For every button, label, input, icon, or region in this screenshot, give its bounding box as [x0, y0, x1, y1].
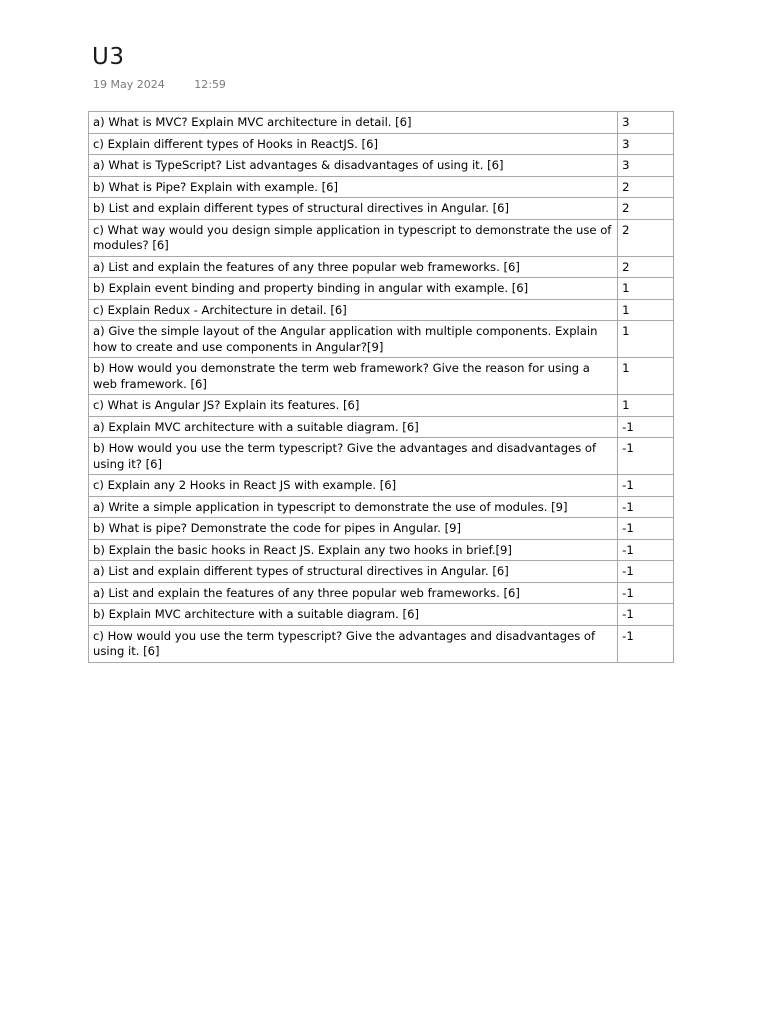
count-cell[interactable]: -1	[618, 475, 674, 497]
table-row	[89, 582, 674, 604]
count-cell[interactable]: 3	[618, 155, 674, 177]
table-row	[89, 561, 674, 583]
table-row	[89, 358, 674, 395]
page-date: 19 May 2024	[93, 78, 165, 91]
count-cell[interactable]: 2	[618, 219, 674, 256]
question-cell[interactable]: b) Explain MVC architecture with a suitable diagram. [6]	[89, 604, 618, 626]
question-cell[interactable]: a) What is TypeScript? List advantages & disadvantages of using it. [6]	[89, 155, 618, 177]
question-cell[interactable]: c) What is Angular JS? Explain its features. [6]	[89, 395, 618, 417]
table-row	[89, 321, 674, 358]
count-cell[interactable]: -1	[618, 625, 674, 662]
question-cell[interactable]: b) How would you demonstrate the term web framework? Give the reason for using a web framework. [6]	[89, 358, 618, 395]
count-cell[interactable]: 2	[618, 176, 674, 198]
table-row	[89, 219, 674, 256]
count-cell[interactable]: 1	[618, 358, 674, 395]
table-row	[89, 176, 674, 198]
question-cell[interactable]: a) List and explain the features of any three popular web frameworks. [6]	[89, 582, 618, 604]
table-row	[89, 133, 674, 155]
table-row	[89, 539, 674, 561]
question-cell[interactable]: c) How would you use the term typescript? Give the advantages and disadvantages of using it. [6]	[89, 625, 618, 662]
question-cell[interactable]: b) What is pipe? Demonstrate the code for pipes in Angular. [9]	[89, 518, 618, 540]
question-cell[interactable]: b) Explain the basic hooks in React JS. Explain any two hooks in brief.[9]	[89, 539, 618, 561]
table-row	[89, 496, 674, 518]
count-cell[interactable]: -1	[618, 518, 674, 540]
question-cell[interactable]: c) Explain any 2 Hooks in React JS with example. [6]	[89, 475, 618, 497]
count-cell[interactable]: 1	[618, 278, 674, 300]
table-row	[89, 625, 674, 662]
count-cell[interactable]: 3	[618, 112, 674, 134]
table-row	[89, 278, 674, 300]
table-row	[89, 198, 674, 220]
question-cell[interactable]: b) Explain event binding and property binding in angular with example. [6]	[89, 278, 618, 300]
question-cell[interactable]: a) Write a simple application in typescript to demonstrate the use of modules. [9]	[89, 496, 618, 518]
question-cell[interactable]: a) Give the simple layout of the Angular application with multiple components. Explain how to create and use components in Angular?[9]	[89, 321, 618, 358]
page-meta	[93, 78, 226, 91]
table-row	[89, 518, 674, 540]
count-cell[interactable]: 2	[618, 198, 674, 220]
count-cell[interactable]: -1	[618, 416, 674, 438]
count-cell[interactable]: 2	[618, 256, 674, 278]
table-row	[89, 395, 674, 417]
question-cell[interactable]: a) List and explain different types of structural directives in Angular. [6]	[89, 561, 618, 583]
table-row	[89, 256, 674, 278]
count-cell[interactable]: -1	[618, 561, 674, 583]
table-row	[89, 155, 674, 177]
question-cell[interactable]: c) What way would you design simple application in typescript to demonstrate the use of modules? [6]	[89, 219, 618, 256]
count-cell[interactable]: -1	[618, 438, 674, 475]
question-cell[interactable]: a) What is MVC? Explain MVC architecture in detail. [6]	[89, 112, 618, 134]
table-row	[89, 416, 674, 438]
question-cell[interactable]: a) List and explain the features of any three popular web frameworks. [6]	[89, 256, 618, 278]
questions-table-body	[89, 112, 674, 663]
table-row	[89, 438, 674, 475]
count-cell[interactable]: -1	[618, 582, 674, 604]
question-cell[interactable]: c) Explain different types of Hooks in ReactJS. [6]	[89, 133, 618, 155]
question-cell[interactable]: b) How would you use the term typescript? Give the advantages and disadvantages of using it? [6]	[89, 438, 618, 475]
count-cell[interactable]: 3	[618, 133, 674, 155]
table-row	[89, 112, 674, 134]
question-cell[interactable]: b) What is Pipe? Explain with example. [6]	[89, 176, 618, 198]
count-cell[interactable]: 1	[618, 299, 674, 321]
questions-table	[88, 111, 674, 663]
table-row	[89, 604, 674, 626]
page-time: 12:59	[194, 78, 226, 91]
count-cell[interactable]: -1	[618, 604, 674, 626]
count-cell[interactable]: 1	[618, 395, 674, 417]
table-row	[89, 475, 674, 497]
question-cell[interactable]: b) List and explain different types of structural directives in Angular. [6]	[89, 198, 618, 220]
count-cell[interactable]: 1	[618, 321, 674, 358]
page-title: U3	[92, 44, 125, 70]
table-row	[89, 299, 674, 321]
question-cell[interactable]: a) Explain MVC architecture with a suitable diagram. [6]	[89, 416, 618, 438]
count-cell[interactable]: -1	[618, 496, 674, 518]
question-cell[interactable]: c) Explain Redux - Architecture in detail. [6]	[89, 299, 618, 321]
count-cell[interactable]: -1	[618, 539, 674, 561]
